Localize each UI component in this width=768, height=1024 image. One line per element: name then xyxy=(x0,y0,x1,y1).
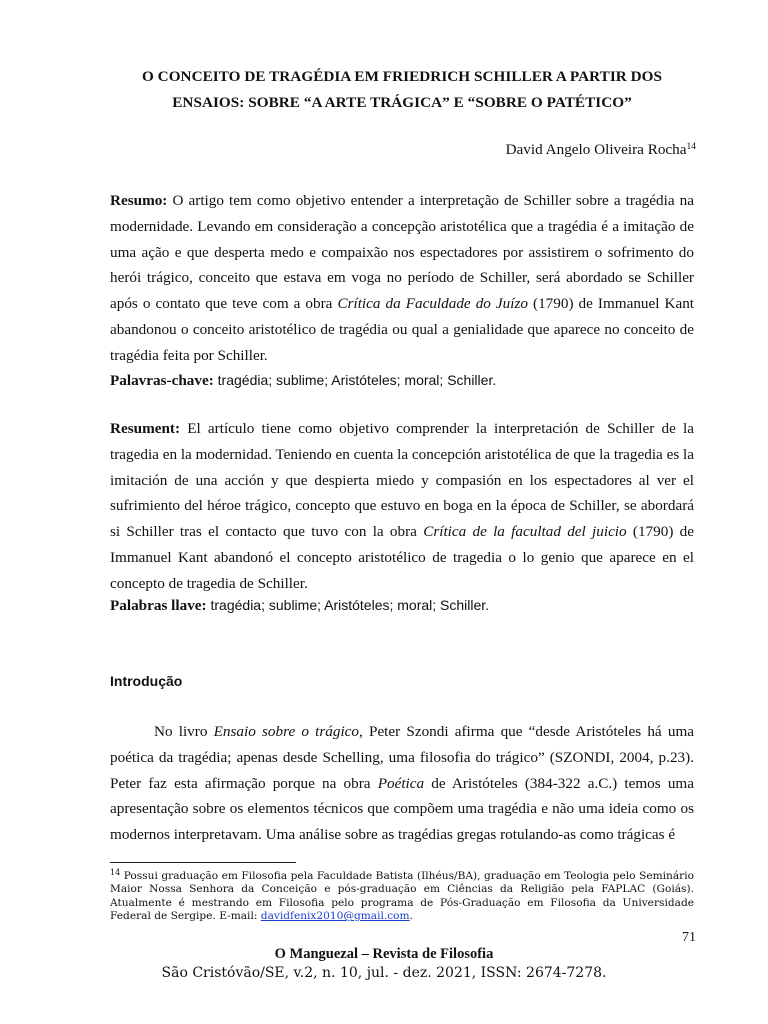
title-line-2: ENSAIOS: SOBRE “A ARTE TRÁGICA” E “SOBRE O PATÉTICO” xyxy=(172,94,632,111)
palavras-chave-label: Palavras-chave: xyxy=(110,372,214,389)
resumo-text-1: O artigo tem como objetivo entender a interpretação de Schiller sobre a tragédia na modernidade. Levando em consideração a concepção aristotélica que a tragédia é a imitação de uma ação e que desperta medo e compaixão nos espectadores por assistirem o sofrimento do herói trágico, conceito que estava em voga no período de Schiller, será abordado se Schiller após o contato que teve com a obra xyxy=(110,192,694,313)
resumo-paragraph xyxy=(110,188,694,369)
resumo-label: Resumo: xyxy=(110,192,168,209)
palabras-llave-label: Palabras llave: xyxy=(110,597,207,614)
intro-work-poetica: Poética xyxy=(377,774,425,792)
section-heading-introducao: Introdução xyxy=(110,673,183,689)
journal-name: O Manguezal – Revista de Filosofia xyxy=(274,946,494,962)
resument-work-title: Crítica de la facultad del juicio xyxy=(423,523,627,541)
resument-text-1: El artículo tiene como objetivo comprender la interpretación de Schiller de la tragedia en la modernidad. Teniendo en cuenta la concepción aristotélica de que la tragedia es la imitación de una acción y que despierta miedo y compasión en los espectadores al ver el sufrimiento del héroe trágico, concepto que estuvo en boga en la época de Schiller, se abordará si Schiller tras el contacto que tuvo con la obra xyxy=(110,420,694,541)
resumo-text-2: (1790) de Immanuel Kant abandonou o conceito aristotélico de tragédia ou qual a genialidade que aparece no conceito de tragédia feita por Schiller. xyxy=(110,295,695,364)
author-name: David Angelo Oliveira Rocha xyxy=(505,141,687,158)
resument-text-2: (1790) de Immanuel Kant abandonó el concepto aristotélico de tragedia o lo genio que aparece en el concepto de tragedia de Schiller. xyxy=(110,523,694,592)
footnote-text: Possui graduação em Filosofia pela Faculdade Batista (Ilhéus/BA), graduação em Teologia pelo Seminário Maior Nossa Senhora da Conceição e pós-graduação em Ciências da Religião pela FAPLAC (Goiás). Atualmente é mestrando em Filosofia pelo programa de Pós-Graduação em Filosofia da Universidade Federal de Sergipe. E-mail: xyxy=(110,870,694,923)
author-footnote-mark[interactable]: 14 xyxy=(686,142,696,152)
palavras-chave xyxy=(110,368,694,394)
article-title xyxy=(100,64,704,116)
footnote-separator xyxy=(110,862,296,863)
footnote-end: . xyxy=(409,910,413,923)
footnote-14 xyxy=(110,866,694,924)
intro-text-c: de Aristóteles (384-322 a.C.) temos uma apresentação sobre os elementos técnicos que compõem uma tragédia e não uma ideia como os modernos interpretavam. Uma análise sobre as tragédias gregas rotulando-as como trágicas é xyxy=(110,774,694,844)
palabras-llave xyxy=(110,593,694,619)
palabras-llave-value: tragédia; sublime; Aristóteles; moral; Schiller. xyxy=(206,597,490,613)
resumo-work-title: Crítica da Faculdade do Juízo xyxy=(337,295,528,313)
resument-paragraph xyxy=(110,416,694,597)
page-number: 71 xyxy=(682,930,696,945)
palavras-chave-value: tragédia; sublime; Aristóteles; moral; Schiller. xyxy=(213,372,497,388)
footnote-email-link[interactable]: davidfenix2010@gmail.com xyxy=(260,910,410,923)
intro-work-ensaio: Ensaio sobre o trágico, xyxy=(213,723,363,740)
footnote-mark: 14 xyxy=(110,868,121,877)
intro-text-a: No livro xyxy=(154,723,214,740)
introducao-paragraph xyxy=(110,719,694,848)
resument-label: Resument: xyxy=(110,420,181,437)
journal-issue-info: São Cristóvão/SE, v.2, n. 10, jul. - dez. 2021, ISSN: 2674-7278. xyxy=(161,965,607,981)
author-line xyxy=(506,141,696,159)
title-line-1: O CONCEITO DE TRAGÉDIA EM FRIEDRICH SCHILLER A PARTIR DOS xyxy=(141,68,663,85)
intro-text-b: Peter Szondi afirma que “desde Aristóteles há uma poética da tragédia; apenas desde Schelling, uma filosofia do trágico” (SZONDI, 2004, p.23). Peter faz esta afirmação porque na obra xyxy=(110,723,695,792)
